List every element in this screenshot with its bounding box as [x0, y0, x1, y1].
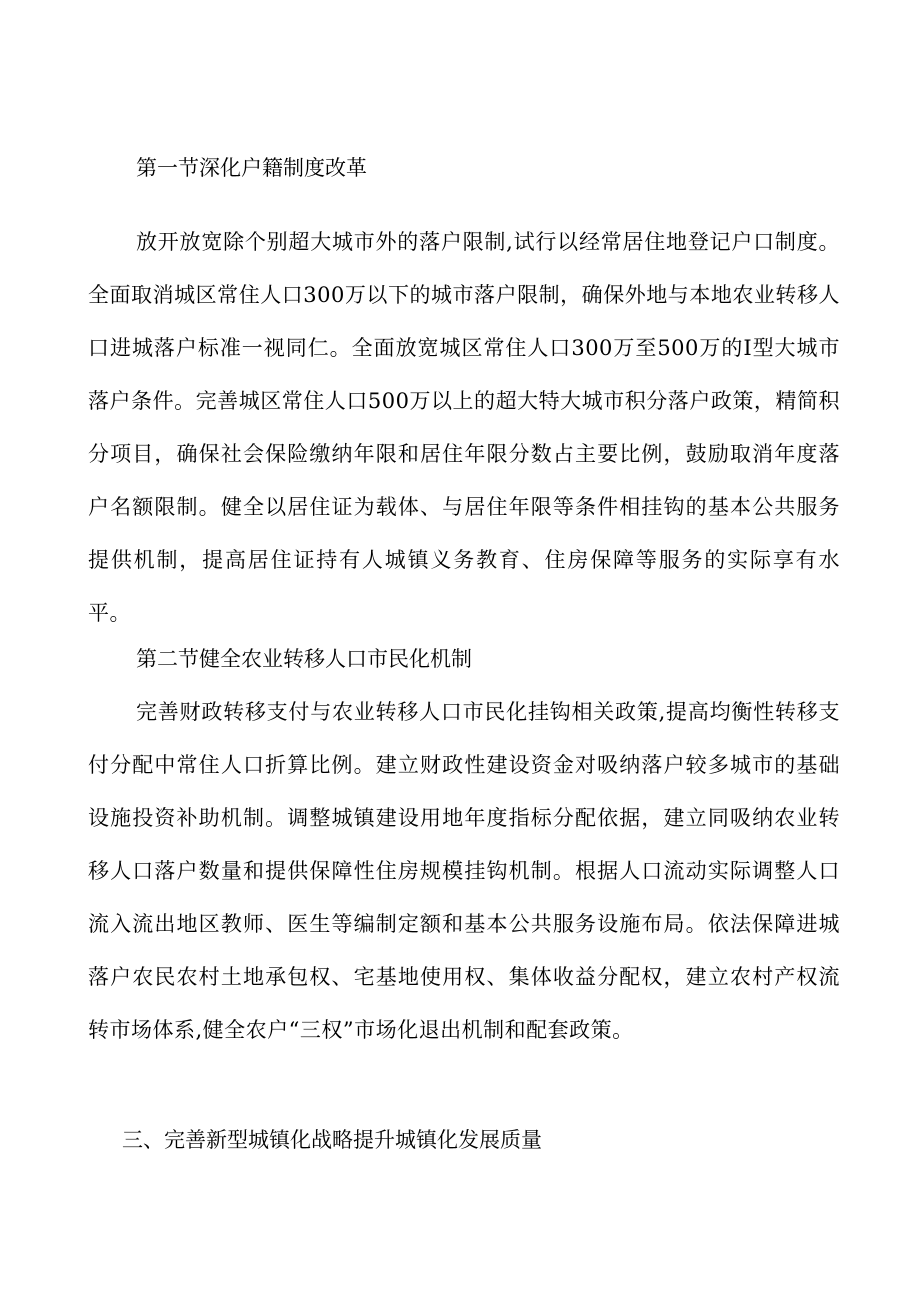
section-1-heading: 第一节深化户籍制度改革	[136, 156, 367, 180]
section-2-paragraph: 完善财政转移支付与农业转移人口市民化挂钩相关政策,提高均衡性转移支付分配中常住人口折算比例。建立财政性建设资金对吸纳落户较多城市的基础设施投资补助机制。调整城镇建设用地年度指标分配依据，建立同吸纳农业转移人口落户数量和提供保障性住房规模挂钩机制。根据人口流动实际调整人口流入流出地区教师、医生等编制定额和基本公共服务设施布局。依法保障进城落户农民农村土地承包权、宅基地使用权、集体收益分配权，建立农村产权流转市场体系,健全农户“三权”市场化退出机制和配套政策。	[88, 700, 840, 1042]
section-1-paragraph: 放开放宽除个别超大城市外的落户限制,试行以经常居住地登记户口制度。全面取消城区常住人口300万以下的城市落户限制，确保外地与本地农业转移人口进城落户标准一视同仁。全面放宽城区常住人口300万至500万的I型大城市落户条件。完善城区常住人口500万以上的超大特大城市积分落户政策，精简积分项目，确保社会保险缴纳年限和居住年限分数占主要比例，鼓励取消年度落户名额限制。健全以居住证为载体、与居住年限等条件相挂钩的基本公共服务提供机制，提高居住证持有人城镇义务教育、住房保障等服务的实际享有水平。	[88, 230, 840, 625]
section-2-heading: 第二节健全农业转移人口市民化机制	[136, 647, 472, 671]
chapter-3-heading: 三、完善新型城镇化战略提升城镇化发展质量	[122, 1128, 542, 1152]
